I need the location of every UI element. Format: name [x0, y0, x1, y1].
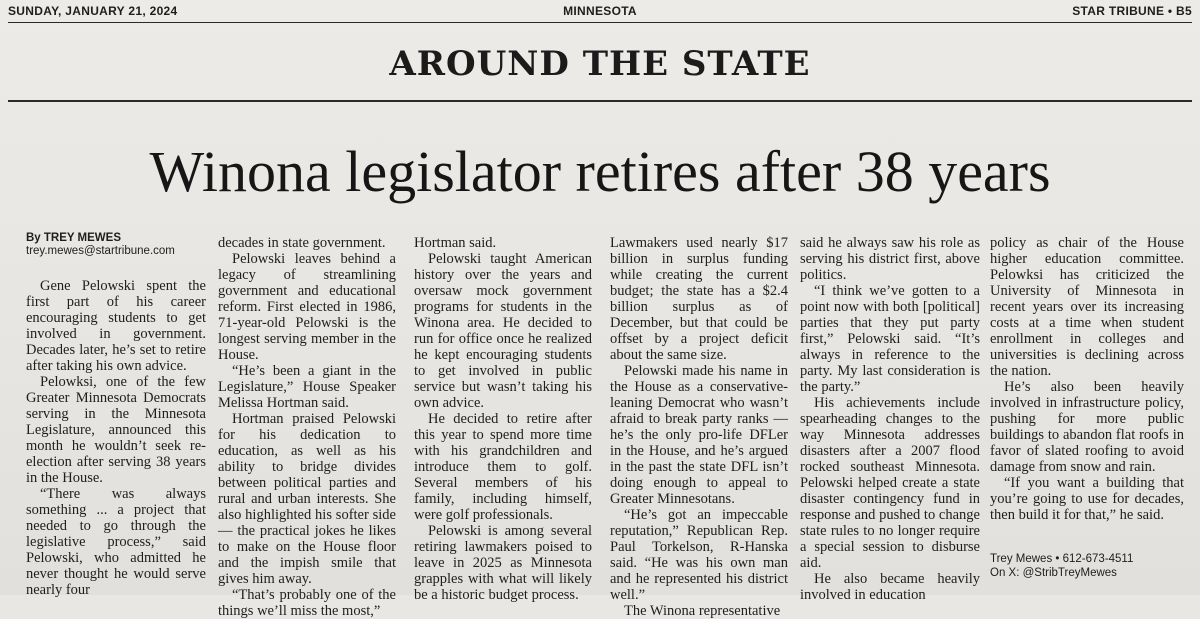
signature-social: On X: @StribTreyMewes — [990, 567, 1117, 579]
paragraph: “There was always something ... a project that needed to go through the legislative process,” said Pelowski, who admitted he never thought he would serve nearly four — [26, 486, 206, 598]
paragraph: Lawmakers used nearly $17 billion in surplus funding while creating the current budget; the state has a $2.4 billion surplus as of December, but that could be offset by a project deficit about the same size. — [610, 235, 788, 363]
paragraph: The Winona representative — [624, 603, 781, 619]
paragraph: Pelowksi, one of the few Greater Minnesota Democrats serving in the Minnesota Legislature, announced this month he wouldn’t seek re-election after serving 38 years in the House. — [26, 374, 206, 486]
paragraph: Pelowski taught American history over the years and oversaw mock government programs for students in the Winona area. He decided to run for office once he realized he kept encouraging students to get involved in public service but wasn’t taking his own advice. — [414, 251, 592, 411]
paragraph: He decided to retire after this year to spend more time with his grandchildren and introduce them to golf. Several members of his family, including himself, were golf professionals. — [414, 411, 592, 523]
byline — [26, 232, 216, 258]
folio-divider — [8, 22, 1192, 23]
article-column-4 — [610, 235, 788, 619]
paragraph: Gene Pelowski spent the first part of his career encouraging students to get involved in government. Decades later, he’s set to retire after taking his own advice. — [26, 278, 206, 374]
paragraph: Pelowski is among several retiring lawmakers poised to leave in 2025 as Minnesota grapples with what will likely be a historic budget process. — [414, 523, 592, 603]
paragraph: Hortman praised Pelowski for his dedication to education, as well as his ability to bridge divides between political parties and rural and urban interests. She also highlighted his softer side — the practical jokes he likes to make on the House floor and the impish smile that gives him away. — [218, 411, 396, 587]
folio-date: SUNDAY, JANUARY 21, 2024 — [8, 4, 178, 18]
paragraph: He’s also been heavily involved in infrastructure policy, pushing for more public buildings to abandon flat roofs in favor of slated roofing to avoid damage from snow and rain. — [990, 379, 1184, 475]
author-signature — [990, 552, 1190, 580]
article-column-3 — [414, 235, 592, 603]
paragraph: said he always saw his role as serving his district first, above politics. — [800, 235, 980, 283]
paragraph: “That’s probably one of the things we’ll miss the most,” — [218, 587, 396, 619]
page-folio — [0, 0, 1200, 20]
article-headline: Winona legislator retires after 38 years — [149, 139, 1051, 204]
paragraph: Hortman said. — [414, 235, 497, 251]
paragraph: He also became heavily involved in education — [800, 571, 980, 603]
article-column-6 — [990, 235, 1184, 523]
paragraph: Pelowski leaves behind a legacy of streamlining government and educational reform. First elected in 1986, 71-year-old Pelowski is the longest serving member in the House. — [218, 251, 396, 363]
paragraph: “I think we’ve gotten to a point now with both [political] parties that they put party first,” Pelowski said. “It’s always in reference to the party. My last consideration is the party.” — [800, 283, 980, 395]
paragraph: “He’s got an impeccable reputation,” Republican Rep. Paul Torkelson, R-Hanska said. “He was his own man and he represented his district well.” — [610, 507, 788, 603]
folio-page-number: STAR TRIBUNE • B5 — [1072, 4, 1192, 18]
folio-section: MINNESOTA — [563, 4, 637, 18]
paragraph: His achievements include spearheading changes to the way Minnesota addresses disasters after a 2007 flood rocked southeast Minnesota. Pelowski helped create a state disaster contingency fund in response and pushed to change state rules to no longer require a special session to disburse aid. — [800, 395, 980, 571]
byline-email: trey.mewes@startribune.com — [26, 245, 175, 257]
byline-author: By TREY MEWES — [26, 232, 121, 244]
section-divider — [8, 100, 1192, 102]
signature-contact: Trey Mewes • 612-673-4511 — [990, 553, 1134, 565]
article-column-2 — [218, 235, 396, 619]
article-column-5 — [800, 235, 980, 603]
section-title: AROUND THE STATE — [389, 44, 811, 84]
article-column-1 — [26, 278, 206, 598]
paragraph: “If you want a building that you’re going to use for decades, then build it for that,” he said. — [990, 475, 1184, 523]
paragraph: Pelowski made his name in the House as a conservative-leaning Democrat who wasn’t afraid to break party ranks — he’s the only pro-life DFLer in the House, and he’s argued in the past the state DFL isn’t doing enough to appeal to Greater Minnesotans. — [610, 363, 788, 507]
paragraph: decades in state government. — [218, 235, 386, 251]
paragraph: policy as chair of the House higher education committee. Pelowksi has criticized the University of Minnesota in recent years over its increasing costs at a time when student enrollment in colleges and universities is declining across the nation. — [990, 235, 1184, 379]
paragraph: “He’s been a giant in the Legislature,” House Speaker Melissa Hortman said. — [218, 363, 396, 411]
